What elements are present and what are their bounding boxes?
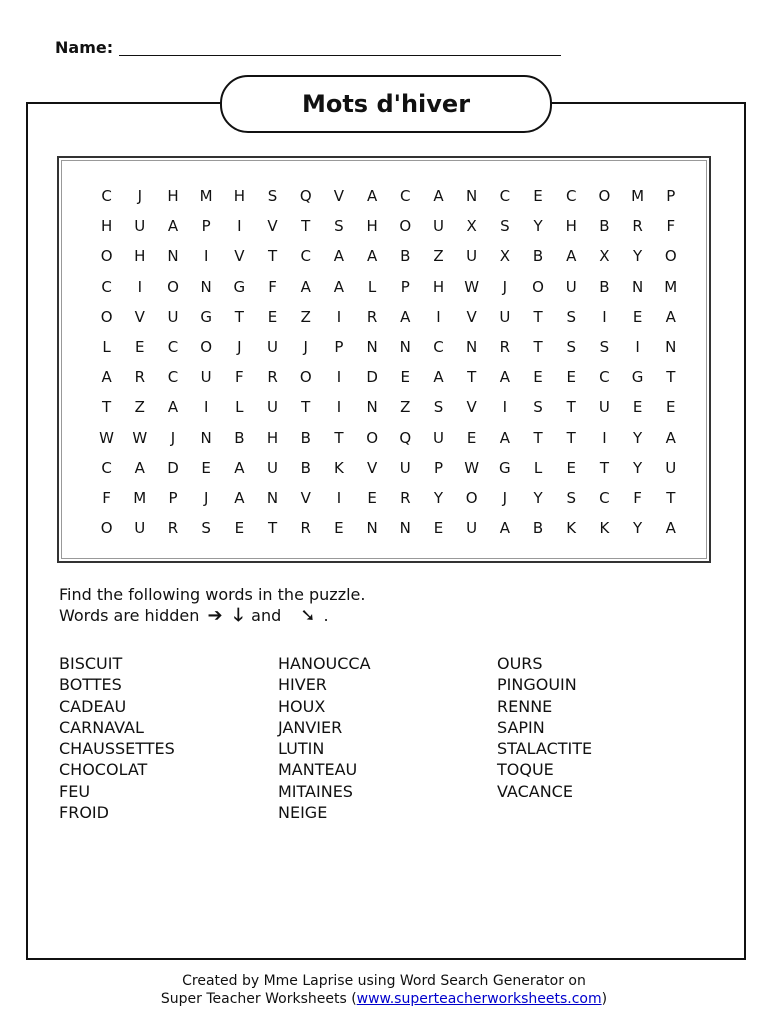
grid-letter[interactable]: U xyxy=(399,458,411,477)
grid-letter[interactable]: S xyxy=(566,488,576,507)
footer-suffix: ) xyxy=(601,991,608,1007)
word-list-item: TOQUE xyxy=(497,760,554,780)
grid-letter[interactable]: E xyxy=(632,307,643,326)
word-list-item: HOUX xyxy=(278,696,326,716)
grid-letter[interactable]: O xyxy=(598,187,611,205)
grid-letter[interactable]: I xyxy=(336,398,342,417)
grid-letter[interactable]: R xyxy=(499,337,511,356)
grid-letter[interactable]: N xyxy=(366,398,378,417)
grid-letter[interactable]: K xyxy=(333,458,344,477)
word-list-item: OURS xyxy=(497,654,543,673)
word-list-item: SAPIN xyxy=(497,717,545,737)
grid-letter[interactable]: C xyxy=(599,488,610,507)
grid-letter[interactable]: S xyxy=(599,337,610,356)
grid-letter[interactable]: C xyxy=(499,187,511,205)
word-list-item: CHOCOLAT xyxy=(59,760,148,780)
grid-letter[interactable]: T xyxy=(666,368,676,387)
grid-letter[interactable]: L xyxy=(367,277,377,296)
grid-letter[interactable]: W xyxy=(132,428,148,447)
grid-letter[interactable]: U xyxy=(598,398,610,417)
word-list-item: BISCUIT xyxy=(59,654,123,673)
grid-letter[interactable]: E xyxy=(400,368,411,387)
grid-letter[interactable]: C xyxy=(433,337,444,356)
word-list-item: FEU xyxy=(59,781,91,801)
grid-letter[interactable]: A xyxy=(665,428,676,447)
grid-letter[interactable]: E xyxy=(533,187,543,205)
grid-letter[interactable]: T xyxy=(334,428,344,447)
grid-letter[interactable]: M xyxy=(199,187,213,205)
grid-letter[interactable]: U xyxy=(432,217,444,236)
arrow-right-icon: ➔ xyxy=(207,605,223,626)
grid-letter[interactable]: I xyxy=(336,307,342,326)
grid-letter[interactable]: S xyxy=(500,217,510,236)
word-list-item: CARNAVAL xyxy=(59,717,144,737)
instructions-period: . xyxy=(323,606,329,625)
grid-letter[interactable]: L xyxy=(235,398,244,417)
grid-letter[interactable]: M xyxy=(664,277,678,296)
grid-letter[interactable]: N xyxy=(665,337,677,356)
grid-letter[interactable]: R xyxy=(167,519,179,538)
grid-letter[interactable]: O xyxy=(100,307,113,326)
grid-letter[interactable]: E xyxy=(234,519,245,538)
grid-letter[interactable]: S xyxy=(566,307,576,326)
instructions-line2 xyxy=(59,605,365,626)
grid-letter[interactable]: I xyxy=(602,307,607,326)
grid-letter[interactable]: X xyxy=(466,217,477,236)
grid-letter[interactable]: B xyxy=(599,277,610,296)
grid-letter[interactable]: J xyxy=(170,428,176,447)
grid-letter[interactable]: U xyxy=(499,307,511,326)
grid-letter[interactable]: R xyxy=(134,368,145,387)
grid-letter[interactable]: S xyxy=(533,398,543,417)
grid-letter[interactable]: I xyxy=(203,398,209,417)
word-list-item: CADEAU xyxy=(59,696,127,716)
grid-letter[interactable]: N xyxy=(466,337,478,356)
grid-letter[interactable]: O xyxy=(200,337,213,356)
grid-letter[interactable]: A xyxy=(499,368,510,387)
grid-letter[interactable]: E xyxy=(201,458,211,477)
grid-letter[interactable]: G xyxy=(499,458,511,477)
grid-letter[interactable]: U xyxy=(167,307,179,326)
grid-letter[interactable]: O xyxy=(299,368,312,387)
grid-letter[interactable]: C xyxy=(101,187,112,205)
grid-letter[interactable]: I xyxy=(137,277,142,296)
grid-letter[interactable]: C xyxy=(167,368,179,387)
grid-letter[interactable]: F xyxy=(268,277,277,296)
grid-letter[interactable]: F xyxy=(633,488,642,507)
grid-letter[interactable]: H xyxy=(366,217,378,236)
grid-letter[interactable]: A xyxy=(433,187,444,205)
grid-letter[interactable]: O xyxy=(664,247,677,266)
grid-letter[interactable]: T xyxy=(234,307,244,326)
grid-letter[interactable]: T xyxy=(102,398,112,417)
word-list-item: JANVIER xyxy=(278,717,343,737)
grid-letter[interactable]: T xyxy=(301,398,311,417)
footer-prefix: Super Teacher Worksheets ( xyxy=(160,991,357,1007)
word-list-item: NEIGE xyxy=(278,803,328,823)
grid-letter[interactable]: N xyxy=(399,337,411,356)
grid-letter[interactable]: U xyxy=(565,277,577,296)
grid-letter[interactable]: I xyxy=(635,337,640,356)
grid-letter[interactable]: P xyxy=(201,217,211,236)
grid-letter[interactable]: U xyxy=(665,458,677,477)
grid-letter[interactable]: G xyxy=(631,368,644,387)
grid-letter[interactable]: A xyxy=(134,458,145,477)
grid-letter[interactable]: H xyxy=(100,217,113,236)
grid-letter[interactable]: A xyxy=(167,398,179,417)
grid-letter[interactable]: E xyxy=(566,458,576,477)
grid-letter[interactable]: T xyxy=(599,458,609,477)
grid-letter[interactable]: O xyxy=(100,519,113,538)
grid-letter[interactable]: A xyxy=(366,247,378,266)
grid-letter[interactable]: E xyxy=(666,398,676,417)
grid-letter[interactable]: M xyxy=(631,187,645,205)
name-line[interactable] xyxy=(119,55,561,56)
word-list-column-3 xyxy=(497,653,592,802)
word-list-item: LUTIN xyxy=(278,739,325,759)
grid-letter[interactable]: B xyxy=(532,247,544,266)
grid-letter[interactable]: Y xyxy=(633,428,643,447)
grid-letter[interactable]: V xyxy=(134,307,145,326)
grid-letter[interactable]: T xyxy=(467,368,477,387)
grid-letter[interactable]: N xyxy=(399,519,411,538)
grid-letter[interactable]: W xyxy=(464,277,480,296)
grid-letter[interactable]: G xyxy=(200,307,212,326)
grid-letter[interactable]: H xyxy=(565,217,577,236)
grid-letter[interactable]: E xyxy=(433,519,444,538)
instructions-prefix: Words are hidden xyxy=(59,606,200,625)
grid-letter[interactable]: Z xyxy=(433,247,444,266)
grid-letter[interactable]: J xyxy=(203,488,209,507)
grid-letter[interactable]: A xyxy=(167,217,179,236)
grid-letter[interactable]: A xyxy=(366,187,378,205)
grid-letter[interactable]: V xyxy=(234,247,245,266)
grid-letter[interactable]: H xyxy=(134,247,146,266)
grid-letter[interactable]: R xyxy=(366,307,378,326)
grid-letter[interactable]: A xyxy=(433,368,444,387)
grid-letter[interactable]: C xyxy=(167,337,179,356)
grid-letter[interactable]: R xyxy=(632,217,643,236)
grid-letter[interactable]: V xyxy=(333,187,345,205)
grid-letter[interactable]: T xyxy=(566,398,576,417)
grid-letter[interactable]: T xyxy=(566,428,576,447)
grid-letter[interactable]: U xyxy=(200,368,212,387)
grid-letter[interactable]: U xyxy=(267,458,279,477)
grid-letter[interactable]: A xyxy=(665,307,676,326)
grid-letter[interactable]: I xyxy=(203,247,209,266)
grid-letter[interactable]: P xyxy=(666,187,676,205)
word-list-column-2 xyxy=(278,653,371,823)
instructions xyxy=(59,584,365,626)
grid-letter[interactable]: N xyxy=(200,428,212,447)
grid-letter[interactable]: A xyxy=(234,488,245,507)
grid-letter[interactable]: P xyxy=(400,277,410,296)
grid-letter[interactable]: Z xyxy=(134,398,145,417)
grid-letter[interactable]: B xyxy=(400,247,411,266)
grid-letter[interactable]: A xyxy=(566,247,577,266)
grid-letter[interactable]: O xyxy=(100,247,113,266)
grid-letter[interactable]: Q xyxy=(299,187,312,205)
word-list-item: CHAUSSETTES xyxy=(59,739,175,759)
grid-letter[interactable]: B xyxy=(300,428,311,447)
arrow-down-icon: 🡓 xyxy=(233,605,244,626)
grid-letter[interactable]: V xyxy=(300,488,311,507)
grid-letter[interactable]: Z xyxy=(300,307,311,326)
grid-letter[interactable]: A xyxy=(333,277,345,296)
grid-letter[interactable]: E xyxy=(135,337,145,356)
grid-letter[interactable]: R xyxy=(400,488,411,507)
grid-letter[interactable]: N xyxy=(266,488,279,507)
word-list-item: VACANCE xyxy=(497,781,573,801)
grid-letter[interactable]: B xyxy=(599,217,610,236)
grid-letter[interactable]: A xyxy=(300,277,311,296)
grid-letter[interactable]: C xyxy=(300,247,311,266)
grid-letter[interactable]: A xyxy=(333,247,345,266)
grid-letter[interactable]: O xyxy=(465,488,478,507)
grid-letter[interactable]: I xyxy=(336,368,342,387)
grid-letter[interactable]: T xyxy=(267,519,278,538)
grid-letter[interactable]: W xyxy=(464,458,480,477)
grid-letter[interactable]: V xyxy=(466,398,477,417)
grid-letter[interactable]: N xyxy=(631,277,644,296)
grid-letter[interactable]: U xyxy=(267,398,279,417)
grid-letter[interactable]: T xyxy=(533,307,543,326)
grid-letter[interactable]: J xyxy=(137,187,142,205)
grid-letter[interactable]: C xyxy=(101,458,112,477)
grid-letter[interactable]: H xyxy=(233,187,245,205)
grid-letter[interactable]: P xyxy=(433,458,443,477)
grid-letter[interactable]: K xyxy=(599,519,610,538)
grid-letter[interactable]: E xyxy=(367,488,377,507)
word-list-item: MITAINES xyxy=(278,781,353,801)
word-list-item: HIVER xyxy=(278,675,327,695)
grid-letter[interactable]: U xyxy=(267,337,279,356)
instructions-and: and xyxy=(251,606,282,625)
word-list-item: MANTEAU xyxy=(278,760,358,780)
grid-letter[interactable]: A xyxy=(101,368,112,387)
grid-letter[interactable]: U xyxy=(432,428,444,447)
grid-letter[interactable]: S xyxy=(433,398,444,417)
grid-letter[interactable]: Y xyxy=(533,217,543,236)
grid-letter[interactable]: I xyxy=(502,398,508,417)
grid-letter[interactable]: U xyxy=(466,519,478,538)
footer-line2 xyxy=(0,990,768,1008)
footer xyxy=(0,972,768,1008)
grid-letter[interactable]: J xyxy=(303,337,308,356)
grid-letter[interactable]: F xyxy=(666,217,676,236)
grid-letter[interactable]: U xyxy=(134,217,146,236)
grid-letter[interactable]: I xyxy=(436,307,441,326)
grid-letter[interactable]: G xyxy=(233,277,246,296)
grid-letter[interactable]: V xyxy=(267,217,278,236)
grid-letter[interactable]: D xyxy=(167,458,179,477)
grid-letter[interactable]: C xyxy=(599,368,610,387)
grid-letter[interactable]: N xyxy=(366,337,378,356)
grid-letter[interactable]: E xyxy=(632,398,643,417)
name-label: Name: xyxy=(55,38,114,57)
footer-line1: Created by Mme Laprise using Word Search Generator on xyxy=(182,973,586,989)
arrow-diagonal-icon: ➘ xyxy=(300,605,316,626)
grid-letter[interactable]: H xyxy=(266,428,279,447)
grid-letter[interactable]: Y xyxy=(633,519,643,538)
grid-letter[interactable]: R xyxy=(300,519,311,538)
grid-letter[interactable]: Y xyxy=(533,488,543,507)
grid-letter[interactable]: J xyxy=(502,277,508,296)
grid-letter[interactable]: J xyxy=(502,488,508,507)
grid-letter[interactable]: T xyxy=(533,428,543,447)
grid-letter[interactable]: N xyxy=(167,247,179,266)
grid-letter[interactable]: F xyxy=(235,368,244,387)
grid-letter[interactable]: U xyxy=(134,519,146,538)
grid-letter[interactable]: U xyxy=(466,247,478,266)
grid-letter[interactable]: T xyxy=(533,337,543,356)
grid-letter[interactable]: F xyxy=(102,488,111,507)
grid-letter[interactable]: Z xyxy=(400,398,411,417)
grid-letter[interactable]: K xyxy=(566,519,577,538)
grid-letter[interactable]: B xyxy=(300,458,311,477)
footer-link[interactable]: www.superteacherworksheets.com xyxy=(356,991,602,1007)
letter-grid xyxy=(90,184,687,546)
grid-letter[interactable]: I xyxy=(336,488,342,507)
grid-letter[interactable]: E xyxy=(533,368,543,387)
word-list-item: RENNE xyxy=(497,696,553,716)
grid-letter[interactable]: S xyxy=(267,187,278,205)
grid-letter[interactable]: H xyxy=(432,277,445,296)
grid-letter[interactable]: B xyxy=(532,519,544,538)
grid-letter[interactable]: C xyxy=(565,187,577,205)
grid-letter[interactable]: D xyxy=(366,368,378,387)
grid-letter[interactable]: Y xyxy=(633,458,643,477)
grid-letter[interactable]: T xyxy=(301,217,311,236)
grid-letter[interactable]: A xyxy=(400,307,411,326)
grid-letter[interactable]: C xyxy=(400,187,411,205)
grid-letter[interactable]: L xyxy=(533,458,543,477)
grid-letter[interactable]: H xyxy=(167,187,179,205)
grid-letter[interactable]: E xyxy=(566,368,576,387)
grid-letter[interactable]: E xyxy=(267,307,278,326)
grid-letter[interactable]: X xyxy=(599,247,610,266)
grid-letter[interactable]: O xyxy=(399,217,412,236)
grid-letter[interactable]: P xyxy=(168,488,178,507)
grid-letter[interactable]: B xyxy=(234,428,245,447)
grid-letter[interactable]: A xyxy=(499,519,510,538)
grid-letter[interactable]: S xyxy=(566,337,576,356)
grid-letter[interactable]: N xyxy=(366,519,378,538)
grid-letter[interactable]: V xyxy=(466,307,477,326)
grid-letter[interactable]: Y xyxy=(633,247,643,266)
grid-letter[interactable]: S xyxy=(334,217,344,236)
grid-letter[interactable]: I xyxy=(602,428,607,447)
grid-letter[interactable]: E xyxy=(334,519,344,538)
grid-letter[interactable]: N xyxy=(466,187,478,205)
grid-letter[interactable]: L xyxy=(102,337,111,356)
word-list-item: STALACTITE xyxy=(497,739,593,759)
page-title: Mots d'hiver xyxy=(220,75,552,133)
word-list-item: FROID xyxy=(59,803,109,823)
instructions-line1: Find the following words in the puzzle. xyxy=(59,585,366,604)
grid-letter[interactable]: X xyxy=(499,247,510,266)
grid-letter[interactable]: N xyxy=(200,277,212,296)
grid-letter[interactable]: T xyxy=(666,488,676,507)
grid-letter[interactable]: S xyxy=(201,519,211,538)
grid-letter[interactable]: A xyxy=(665,519,676,538)
word-list-item: BOTTES xyxy=(59,675,122,695)
grid-letter[interactable]: Y xyxy=(433,488,444,507)
grid-letter[interactable]: A xyxy=(234,458,245,477)
grid-letter[interactable]: J xyxy=(237,337,242,356)
grid-letter[interactable]: P xyxy=(334,337,344,356)
grid-letter[interactable]: Q xyxy=(399,428,412,447)
grid-letter[interactable]: R xyxy=(267,368,278,387)
grid-letter[interactable]: O xyxy=(366,428,378,447)
word-list-item: PINGOUIN xyxy=(497,675,577,695)
word-list-item: HANOUCCA xyxy=(278,654,371,673)
grid-letter[interactable]: M xyxy=(133,488,147,507)
grid-letter[interactable]: E xyxy=(466,428,477,447)
grid-letter[interactable]: A xyxy=(499,428,510,447)
grid-letter[interactable]: C xyxy=(101,277,112,296)
grid-letter[interactable]: V xyxy=(366,458,378,477)
grid-letter[interactable]: I xyxy=(237,217,242,236)
grid-letter[interactable]: W xyxy=(99,428,115,447)
word-list-column-1 xyxy=(59,653,175,823)
grid-letter[interactable]: O xyxy=(167,277,179,296)
grid-letter[interactable]: O xyxy=(532,277,544,296)
grid-letter[interactable]: T xyxy=(267,247,278,266)
